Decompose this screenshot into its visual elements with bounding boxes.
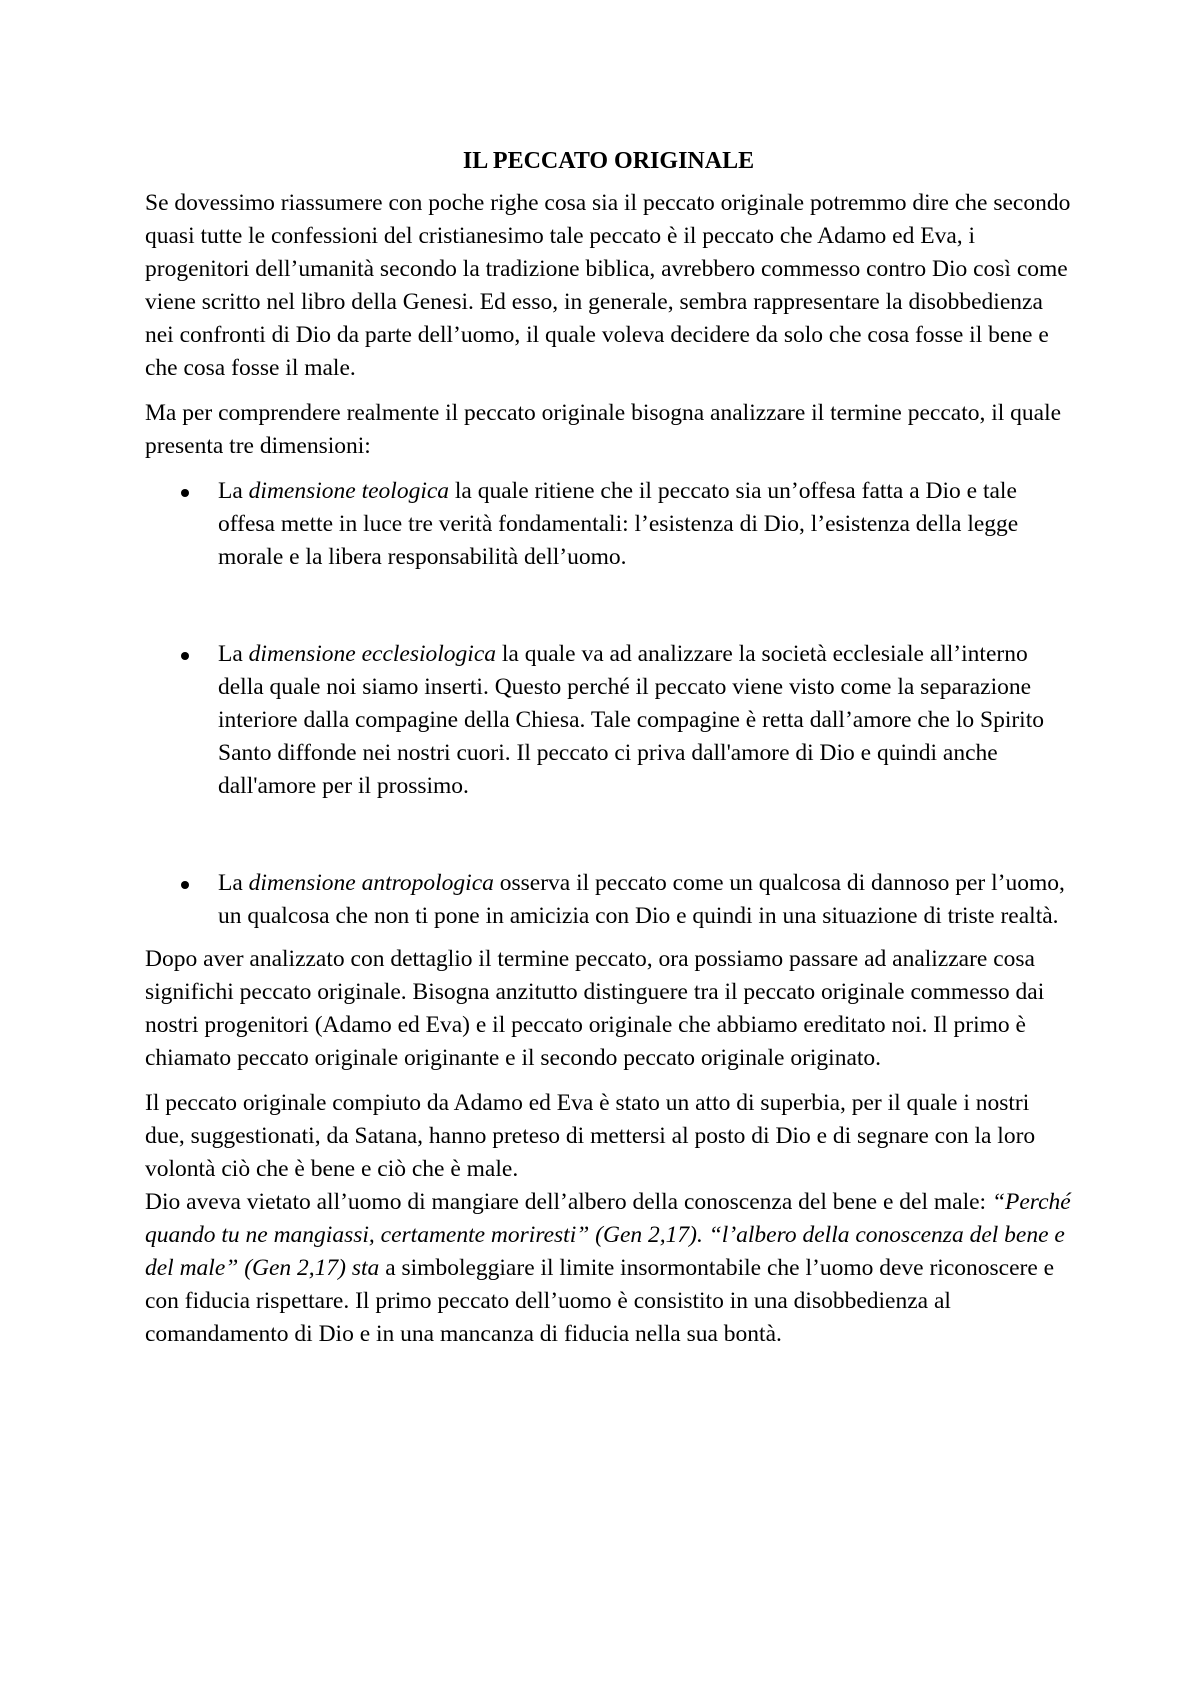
bullet-icon bbox=[181, 489, 189, 497]
bullet-icon bbox=[181, 652, 189, 660]
paragraph-tree-knowledge bbox=[145, 1186, 1072, 1351]
paragraph-dimensions-intro: Ma per comprendere realmente il peccato originale bisogna analizzare il termine peccato, il quale presenta tre dimensioni: bbox=[145, 400, 1062, 459]
list-item-ecclesiological bbox=[145, 638, 1072, 803]
dimension-text: la quale va ad analizzare la società ecclesiale all’interno della quale noi siamo inserti. Questo perché il peccato viene visto come la separazione interiore dalla compagine della Chiesa. Tale compagine è retta dall’amore che lo Spirito Santo diffonde nei nostri cuori. Il peccato ci priva dall'amore di Dio e quindi anche dall'amore per il prossimo. bbox=[218, 641, 1044, 799]
dimension-prefix: La bbox=[218, 641, 249, 667]
dimension-prefix: La bbox=[218, 478, 249, 504]
list-item-anthropological bbox=[145, 867, 1072, 933]
bullet-icon bbox=[181, 881, 189, 889]
paragraph-end: a simboleggiare il limite insormontabile che l’uomo deve riconoscere e con fiducia rispettare. Il primo peccato dell’uomo è consistito in una disobbedienza al comandamento di Dio e in una mancanza di fiducia nella sua bontà. bbox=[145, 1255, 1055, 1347]
dimension-term: dimensione ecclesiologica bbox=[248, 641, 496, 667]
dimension-term: dimensione antropologica bbox=[248, 870, 494, 896]
dimension-term: dimensione teologica bbox=[248, 478, 450, 504]
document-title: IL PECCATO ORIGINALE bbox=[462, 148, 755, 174]
paragraph-intro: Se dovessimo riassumere con poche righe cosa sia il peccato originale potremmo dire che secondo quasi tutte le confessioni del cristianesimo tale peccato è il peccato che Adamo ed Eva, i progenitori dell’umanità secondo la tradizione biblica, avrebbero commesso contro Dio così come viene scritto nel libro della Genesi. Ed esso, in generale, sembra rappresentare la disobbedienza nei confronti di Dio da parte dell’uomo, il quale voleva decidere da solo che cosa fosse il bene e che cosa fosse il male. bbox=[145, 190, 1071, 381]
dimension-text: la quale ritiene che il peccato sia un’offesa fatta a Dio e tale offesa mette in luce tre verità fondamentali: l’esistenza di Dio, l’esistenza della legge morale e la libera responsabilità dell’uomo. bbox=[218, 478, 1019, 570]
dimension-prefix: La bbox=[218, 870, 249, 896]
bible-quote: “Perché quando tu ne mangiassi, certamente moriresti” (Gen 2,17). “l’albero della conoscenza del bene e del male” (Gen 2,17) sta bbox=[145, 1189, 1071, 1281]
paragraph-original-sin: Dopo aver analizzato con dettaglio il termine peccato, ora possiamo passare ad analizzare cosa significhi peccato originale. Bisogna anzitutto distinguere tra il peccato originale commesso dai nostri progenitori (Adamo ed Eva) e il peccato originale che abbiamo ereditato noi. Il primo è chiamato peccato originale originante e il secondo peccato originale originato. bbox=[145, 946, 1045, 1071]
paragraph-adam-eve: Il peccato originale compiuto da Adamo ed Eva è stato un atto di superbia, per il quale i nostri due, suggestionati, da Satana, hanno preteso di mettersi al posto di Dio e di segnare con la loro volontà ciò che è bene e ciò che è male. bbox=[145, 1090, 1036, 1182]
list-item-theological bbox=[145, 475, 1072, 574]
dimension-text: osserva il peccato come un qualcosa di dannoso per l’uomo, un qualcosa che non ti pone in amicizia con Dio e quindi in una situazione di triste realtà. bbox=[218, 870, 1065, 929]
dimensions-list bbox=[145, 475, 1072, 933]
paragraph-start: Dio aveva vietato all’uomo di mangiare dell’albero della conoscenza del bene e del male: bbox=[145, 1189, 992, 1215]
